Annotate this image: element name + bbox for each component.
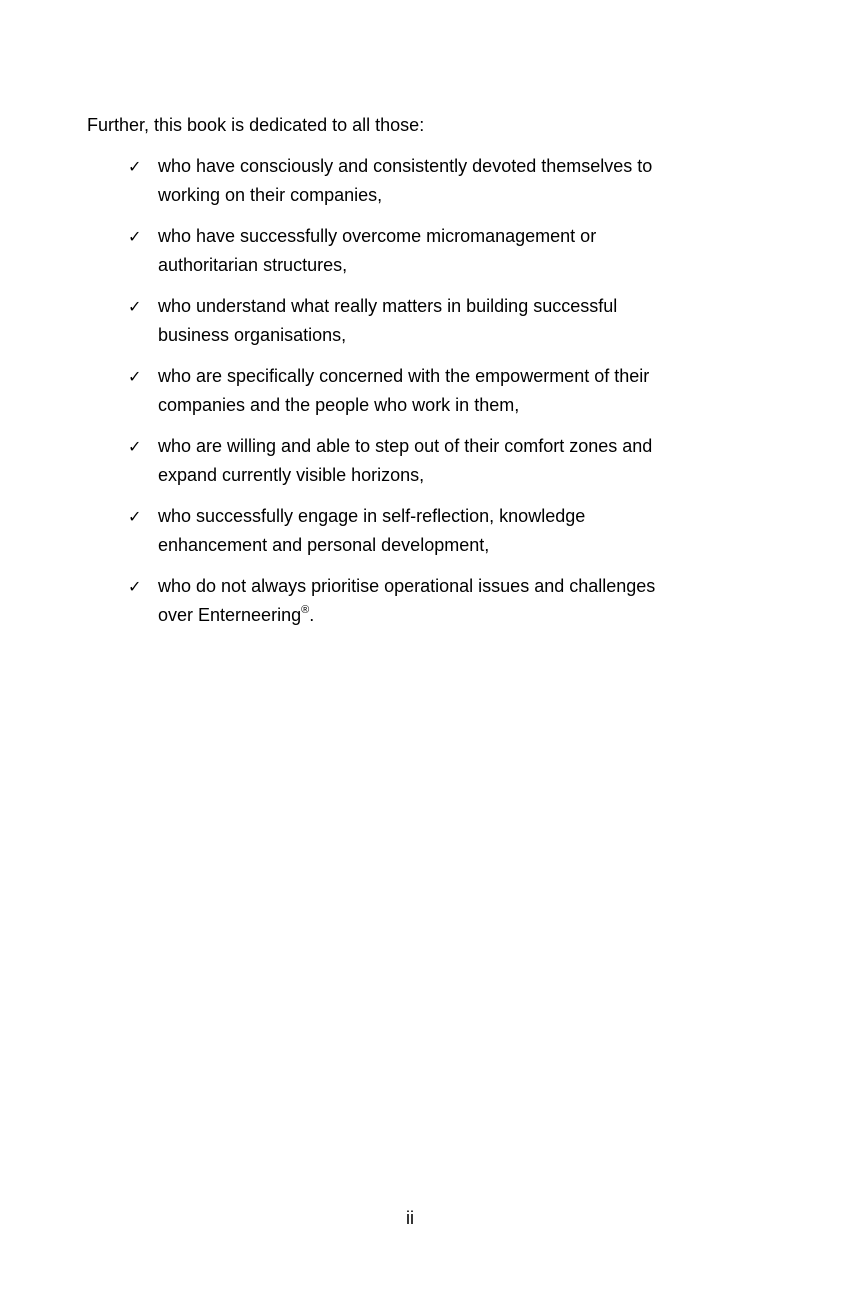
list-item-line: who successfully engage in self-reflection, knowledge <box>158 506 586 526</box>
dedication-list <box>128 152 728 642</box>
list-item-line: business organisations, <box>158 325 347 345</box>
list-item-line: expand currently visible horizons, <box>158 465 425 485</box>
list-item-line: enhancement and personal development, <box>158 535 490 555</box>
intro-text: Further, this book is dedicated to all those: <box>87 115 425 135</box>
list-item <box>128 432 728 490</box>
checkmark-icon: ✓ <box>128 367 142 386</box>
list-item-line-end: . <box>309 605 315 625</box>
list-item-line: authoritarian structures, <box>158 255 348 275</box>
checkmark-icon: ✓ <box>128 227 142 246</box>
list-item-text <box>158 362 718 420</box>
list-item-text <box>158 292 718 350</box>
list-item-text <box>158 432 718 490</box>
list-item-text <box>158 572 718 630</box>
checkmark-icon: ✓ <box>128 157 142 176</box>
list-item-line: who understand what really matters in building successful <box>158 296 618 316</box>
list-item <box>128 222 728 280</box>
list-item-line: who have successfully overcome micromanagement or <box>158 226 597 246</box>
list-item <box>128 292 728 350</box>
list-item-text <box>158 502 718 560</box>
list-item <box>128 572 728 630</box>
list-item-line: who are willing and able to step out of their comfort zones and <box>158 436 653 456</box>
list-item-line: who are specifically concerned with the empowerment of their <box>158 366 650 386</box>
list-item-line: who do not always prioritise operational issues and challenges <box>158 576 656 596</box>
list-item-line: companies and the people who work in them, <box>158 395 520 415</box>
checkmark-icon: ✓ <box>128 507 142 526</box>
checkmark-icon: ✓ <box>128 577 142 596</box>
list-item <box>128 152 728 210</box>
list-item <box>128 502 728 560</box>
checkmark-icon: ✓ <box>128 437 142 456</box>
list-item-text <box>158 222 718 280</box>
registered-trademark-mark: ® <box>301 604 310 616</box>
page-number: ii <box>406 1208 414 1228</box>
list-item-line: who have consciously and consistently devoted themselves to <box>158 156 653 176</box>
list-item-line <box>158 601 718 630</box>
list-item-text <box>158 152 718 210</box>
list-item <box>128 362 728 420</box>
list-item-line: working on their companies, <box>158 185 383 205</box>
list-item-line-text: over Enterneering <box>158 605 302 625</box>
checkmark-icon: ✓ <box>128 297 142 316</box>
